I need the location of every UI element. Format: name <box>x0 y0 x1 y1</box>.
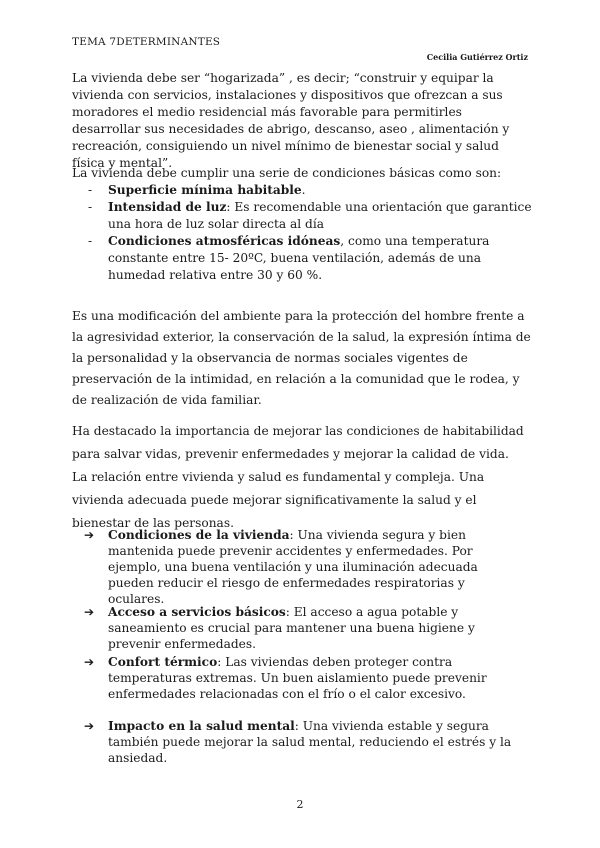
list-item <box>72 182 532 199</box>
bullet-dash: - <box>88 234 93 248</box>
arrow-item-condiciones <box>84 527 524 607</box>
page-number: 2 <box>296 798 304 811</box>
header-title: TEMA 7DETERMINANTES <box>72 36 221 48</box>
arrow-item-confort <box>84 654 524 702</box>
bullet-dash: - <box>88 183 93 197</box>
item-text: : Una vivienda estable y segura también puede mejorar la salud mental, reduciendo el estrés y la ansiedad. <box>108 719 512 765</box>
item-term: Intensidad de luz <box>108 200 227 214</box>
header-author: Cecilia Gutiérrez Ortiz <box>426 52 528 62</box>
conditions-section <box>72 165 532 284</box>
item-term: Confort térmico <box>108 655 218 669</box>
item-text: . <box>301 183 306 197</box>
paragraph-line: Ha destacado la importancia de mejorar las condiciones de habitabilidad para salvar vidas, prevenir enfermedades y mejorar la calidad de vida. <box>72 424 524 461</box>
item-term: Impacto en la salud mental <box>108 719 295 733</box>
item-text: : Una vivienda segura y bien mantenida puede prevenir accidentes y enfermedades. Por ejemplo, una buena ventilación y una iluminación adecuada pueden reducir el riesgo de enfermedades respiratorias y oculares. <box>108 528 478 606</box>
item-term: Condiciones atmosféricas idóneas <box>108 234 341 248</box>
list-item <box>72 233 532 284</box>
paragraph-modificacion: Es una modificación del ambiente para la protección del hombre frente a la agresividad exterior, la conservación de la salud, la expresión íntima de la personalidad y la observancia de normas sociales vigentes de preservación de la intimidad, en relación a la comunidad que le rodea, y de realización de vida familiar. <box>72 309 531 407</box>
item-term: Acceso a servicios básicos <box>108 605 286 619</box>
paragraph-line: La relación entre vivienda y salud es fundamental y compleja. Una vivienda adecuada puede mejorar significativamente la salud y el bienestar de las personas. <box>72 470 485 530</box>
bullet-dash: - <box>88 200 93 214</box>
item-text: , como una temperatura constante entre 15- 20ºC, buena ventilación, además de una humedad relativa entre 30 y 60 %. <box>108 234 490 282</box>
item-term: Superficie mínima habitable <box>108 183 302 197</box>
arrow-right-icon: ➔ <box>84 528 95 542</box>
paragraph-importancia <box>72 420 532 535</box>
arrow-right-icon: ➔ <box>84 655 95 669</box>
item-text: : Es recomendable una orientación que garantice una hora de luz solar directa al día <box>108 200 532 231</box>
arrow-item-servicios <box>84 604 524 652</box>
item-text: : El acceso a agua potable y saneamiento es crucial para mantener una buena higiene y prevenir enfermedades. <box>108 605 475 651</box>
arrow-item-salud-mental <box>84 718 524 766</box>
list-item <box>72 199 532 233</box>
paragraph-hogarizada: La vivienda debe ser “hogarizada” , es decir; “construir y equipar la vivienda con servicios, instalaciones y dispositivos que ofrezcan a sus moradores el medio residencial más favorable para permitirles desarrollar sus necesidades de abrigo, descanso, aseo , alimentación y recreación, consiguiendo un nivel mínimo de bienestar social y salud física y mental”. <box>72 71 510 170</box>
arrow-right-icon: ➔ <box>84 719 95 733</box>
arrow-right-icon: ➔ <box>84 605 95 619</box>
item-text: : Las viviendas deben proteger contra temperaturas extremas. Un buen aislamiento puede prevenir enfermedades relacionadas con el frío o el calor excesivo. <box>108 655 487 701</box>
item-term: Condiciones de la vivienda <box>108 528 290 542</box>
conditions-list <box>72 182 532 284</box>
conditions-intro: La vivienda debe cumplir una serie de condiciones básicas como son: <box>72 166 502 180</box>
